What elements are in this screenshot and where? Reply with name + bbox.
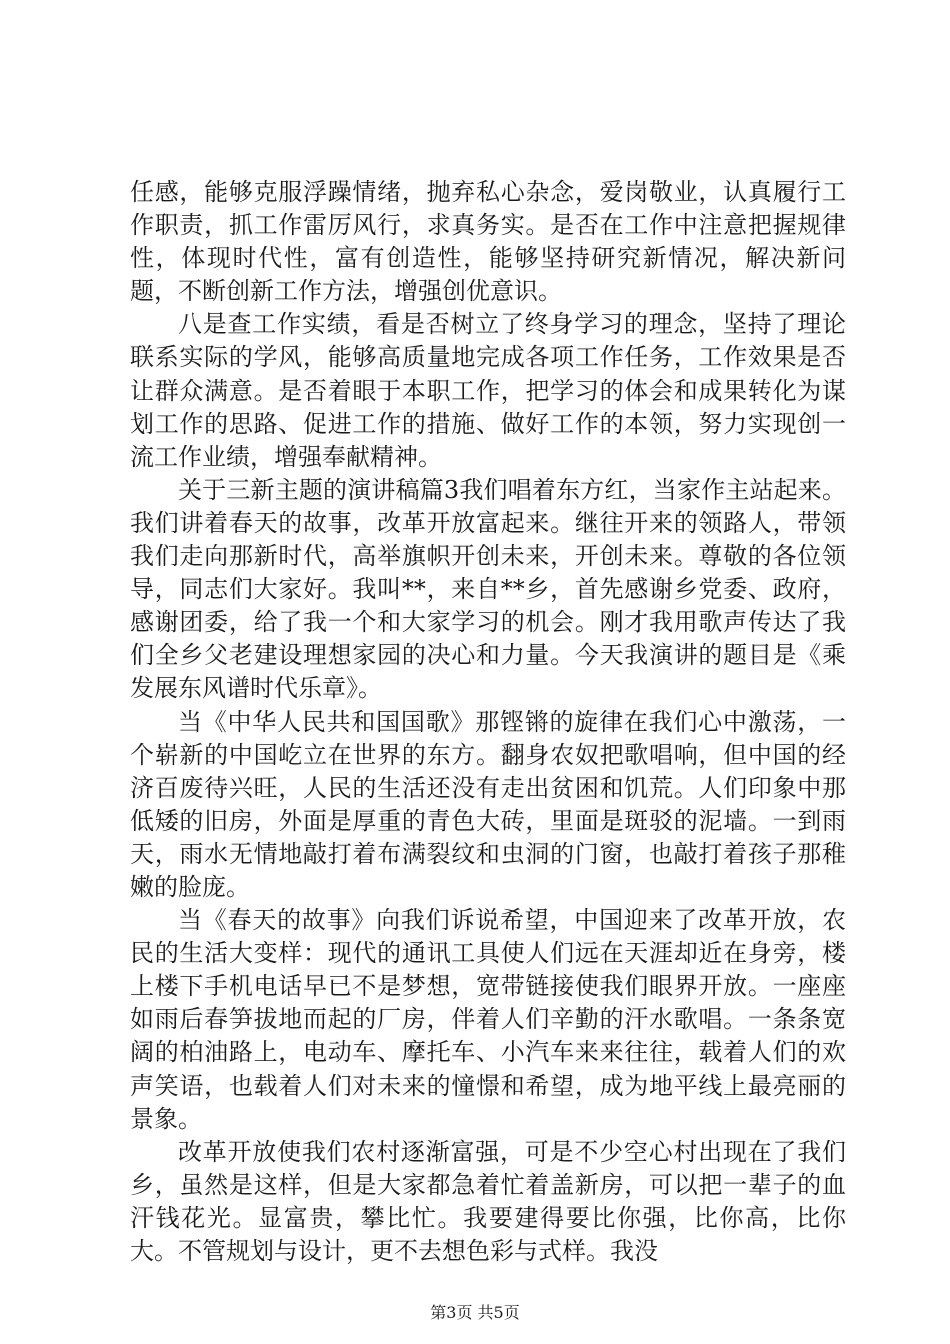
paragraph-spring-story: 当《春天的故事》向我们诉说希望，中国迎来了改革开放，农民的生活大变样：现代的通讯工具使人们远在天涯却近在身旁，楼上楼下手机电话早已不是梦想，宽带链接使我们眼界开放。一座座如雨后春笋拔地而起的厂房，伴着人们辛勤的汗水歌唱。一条条宽阔的柏油路上，电动车、摩托车、小汽车来来往往，载着人们的欢声笑语，也载着人们对未来的憧憬和希望，成为地平线上最亮丽的景象。 [130,906,846,1133]
page-footer: 第3页 共5页 [430,1303,520,1322]
paragraph-work-performance: 八是查工作实绩，看是否树立了终身学习的理念，坚持了理论联系实际的学风，能够高质量地完成各项工作任务，工作效果是否让群众满意。是否着眼于本职工作，把学习的体会和成果转化为谋划工作的思路、促进工作的措施、做好工作的本领，努力实现创一流工作业绩，增强奉献精神。 [130,310,846,471]
paragraph-speech-intro: 关于三新主题的演讲稿篇3我们唱着东方红，当家作主站起来。我们讲着春天的故事，改革开放富起来。继往开来的领路人，带领我们走向那新时代，高举旗帜开创未来，开创未来。尊敬的各位领导，同志们大家好。我叫**，来自**乡，首先感谢乡党委、政府，感谢团委，给了我一个和大家学习的机会。刚才我用歌声传达了我们全乡父老建设理想家园的决心和力量。今天我演讲的题目是《乘发展东风谱时代乐章》。 [130,475,846,703]
paragraph-national-anthem: 当《中华人民共和国国歌》那铿锵的旋律在我们心中激荡，一个崭新的中国屹立在世界的东方。翻身农奴把歌唱响，但中国的经济百废待兴旺，人民的生活还没有走出贫困和饥荒。人们印象中那低矮的旧房，外面是厚重的青色大砖，里面是斑驳的泥墙。一到雨天，雨水无情地敲打着布满裂纹和虫洞的门窗，也敲打着孩子那稚嫩的脸庞。 [130,707,846,901]
paragraph-reform-village: 改革开放使我们农村逐渐富强，可是不少空心村出现在了我们乡，虽然是这样，但是大家都急着忙着盖新房，可以把一辈子的血汗钱花光。显富贵，攀比忙。我要建得要比你强，比你高，比你大。不管规划与设计，更不去想色彩与式样。我没 [130,1137,846,1265]
body-text [130,176,846,1268]
paragraph-continuation: 任感，能够克服浮躁情绪，抛弃私心杂念，爱岗敬业，认真履行工作职责，抓工作雷厉风行，求真务实。是否在工作中注意把握规律性，体现时代性，富有创造性，能够坚持研究新情况，解决新问题，不断创新工作方法，增强创优意识。 [130,178,846,306]
